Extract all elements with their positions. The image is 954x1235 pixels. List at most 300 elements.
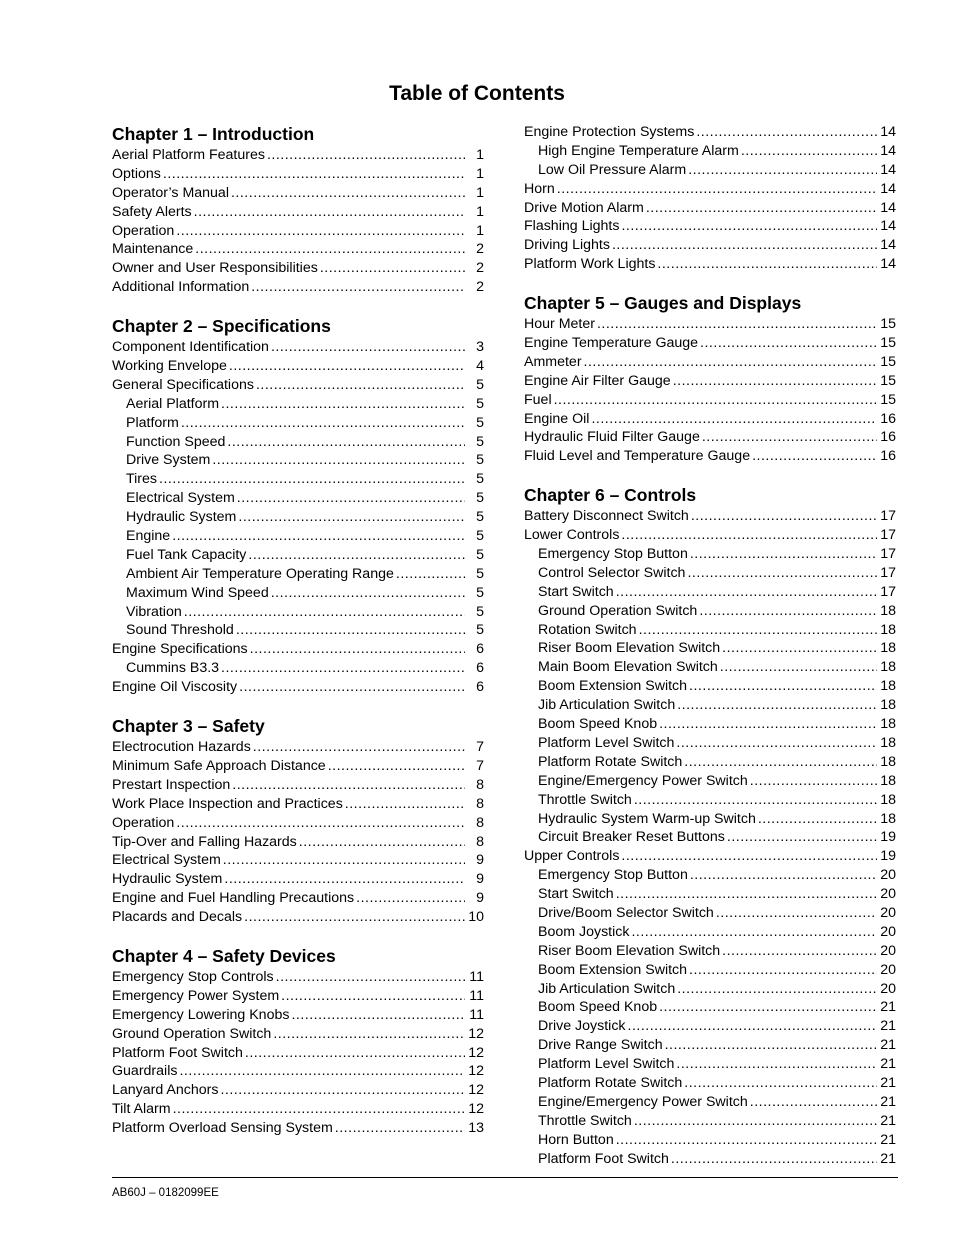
toc-page-number: 18	[880, 640, 896, 657]
dot-leader	[677, 696, 877, 715]
toc-entry[interactable]	[524, 847, 896, 866]
dot-leader	[320, 259, 465, 278]
toc-entry-label: Drive Joystick	[538, 1018, 626, 1035]
toc-entry-label: Engine Air Filter Gauge	[524, 372, 671, 389]
toc-subentry[interactable]	[112, 414, 484, 433]
toc-entry-label: Placards and Decals	[112, 909, 243, 926]
toc-page-number: 13	[468, 1120, 484, 1137]
toc-entry[interactable]	[112, 968, 484, 987]
toc-entry[interactable]	[524, 199, 896, 218]
dot-leader	[231, 184, 465, 203]
toc-entry[interactable]	[112, 795, 484, 814]
toc-page-number: 20	[880, 904, 896, 921]
toc-subentry[interactable]	[524, 810, 896, 829]
toc-page-number: 21	[880, 1150, 896, 1167]
chapter-heading[interactable]: Chapter 2 – Specifications	[112, 316, 331, 337]
toc-page-number: 5	[476, 395, 484, 412]
toc-page-number: 14	[880, 161, 896, 178]
chapter-heading[interactable]: Chapter 6 – Controls	[524, 485, 697, 506]
toc-subentry[interactable]	[524, 1074, 896, 1093]
toc-subentry[interactable]	[524, 1036, 896, 1055]
toc-chapter	[524, 123, 896, 274]
toc-subentry[interactable]	[524, 923, 896, 942]
toc-subentry[interactable]	[524, 772, 896, 791]
dot-leader	[591, 410, 877, 429]
dot-leader	[396, 565, 465, 584]
toc-entry-label: Platform	[126, 414, 179, 431]
toc-page-number: 5	[476, 471, 484, 488]
dot-leader	[223, 851, 465, 870]
toc-page-number: 11	[469, 987, 484, 1004]
toc-page-number: 3	[476, 339, 484, 356]
toc-entry[interactable]	[112, 376, 484, 395]
dot-leader	[688, 161, 877, 180]
toc-page-number: 4	[476, 358, 484, 375]
toc-entry-label: Engine	[126, 528, 171, 545]
toc-subentry[interactable]	[524, 961, 896, 980]
toc-subentry[interactable]	[524, 1112, 896, 1131]
toc-subentry[interactable]	[112, 603, 484, 622]
dot-leader	[634, 791, 877, 810]
toc-entry-label: Component Identification	[112, 339, 269, 356]
toc-entry-label: Boom Speed Knob	[538, 999, 658, 1016]
dot-leader	[621, 217, 877, 236]
toc-entry-label: Main Boom Elevation Switch	[538, 659, 718, 676]
dot-leader	[673, 372, 877, 391]
toc-entry-label: Upper Controls	[524, 848, 620, 865]
toc-entry-label: Ammeter	[524, 353, 582, 370]
toc-entry-label: Maximum Wind Speed	[126, 584, 269, 601]
toc-entry-label: Emergency Lowering Knobs	[112, 1006, 290, 1023]
toc-subentry[interactable]	[524, 1017, 896, 1036]
toc-entry[interactable]	[112, 338, 484, 357]
chapter-heading[interactable]: Chapter 4 – Safety Devices	[112, 945, 336, 966]
dot-leader	[238, 508, 465, 527]
toc-subentry[interactable]	[524, 564, 896, 583]
toc-subentry[interactable]	[524, 545, 896, 564]
dot-leader	[616, 885, 877, 904]
toc-entry-label: Operation	[112, 814, 175, 831]
toc-entry[interactable]	[524, 410, 896, 429]
toc-entry[interactable]	[112, 776, 484, 795]
dot-leader	[163, 165, 465, 184]
toc-entry-label: Guardrails	[112, 1063, 178, 1080]
toc-entry[interactable]	[112, 222, 484, 241]
toc-page-number: 12	[468, 1025, 484, 1042]
toc-page-number: 20	[880, 942, 896, 959]
toc-entry[interactable]	[524, 334, 896, 353]
dot-leader	[631, 923, 877, 942]
toc-chapter	[524, 484, 896, 1168]
toc-entry-label: Boom Joystick	[538, 923, 630, 940]
dot-leader	[639, 621, 877, 640]
toc-page-number: 6	[476, 641, 484, 658]
dot-leader	[659, 998, 877, 1017]
dot-leader	[271, 338, 465, 357]
page-title: Table of Contents	[389, 82, 565, 105]
toc-page-number: 6	[476, 660, 484, 677]
toc-page-number: 21	[880, 999, 896, 1016]
dot-leader	[229, 357, 465, 376]
toc-entry[interactable]	[524, 526, 896, 545]
dot-leader	[690, 545, 877, 564]
toc-subentry[interactable]	[524, 942, 896, 961]
toc-subentry[interactable]	[112, 508, 484, 527]
toc-entry[interactable]	[524, 255, 896, 274]
toc-entry[interactable]	[524, 123, 896, 142]
dot-leader	[750, 1093, 877, 1112]
toc-entry[interactable]	[112, 1044, 484, 1063]
toc-page-number: 21	[880, 1093, 896, 1110]
toc-chapter	[112, 123, 484, 297]
toc-page-number: 18	[880, 734, 896, 751]
toc-entry-label: Safety Alerts	[112, 203, 192, 220]
dot-leader	[741, 142, 877, 161]
footer-divider	[112, 1177, 898, 1178]
toc-subentry[interactable]	[524, 1150, 896, 1169]
toc-page-number: 17	[880, 546, 896, 563]
toc-subentry[interactable]	[524, 866, 896, 885]
toc-chapter	[112, 715, 484, 927]
toc-subentry[interactable]	[524, 1093, 896, 1112]
toc-subentry[interactable]	[112, 659, 484, 678]
toc-page-number: 21	[880, 1018, 896, 1035]
dot-leader	[634, 1112, 877, 1131]
toc-entry[interactable]	[112, 240, 484, 259]
dot-leader	[239, 678, 465, 697]
toc-entry[interactable]	[112, 814, 484, 833]
toc-page-number: 14	[880, 218, 896, 235]
toc-entry-label: Jib Articulation Switch	[538, 980, 676, 997]
toc-page-number: 18	[880, 621, 896, 638]
toc-entry-label: Hydraulic System	[126, 509, 237, 526]
toc-entry[interactable]	[524, 372, 896, 391]
toc-subentry[interactable]	[524, 1131, 896, 1150]
toc-entry[interactable]	[112, 1006, 484, 1025]
chapter-heading[interactable]: Chapter 1 – Introduction	[112, 124, 315, 144]
dot-leader	[221, 659, 465, 678]
toc-subentry[interactable]	[524, 583, 896, 602]
dot-leader	[345, 795, 465, 814]
toc-page-number: 21	[880, 1037, 896, 1054]
toc-page-number: 18	[880, 716, 896, 733]
toc-subentry[interactable]	[524, 753, 896, 772]
toc-subentry[interactable]	[524, 791, 896, 810]
toc-entry-label: Minimum Safe Approach Distance	[112, 757, 326, 774]
footer-document-id: AB60J – 0182099EE	[112, 1187, 219, 1199]
toc-page-number: 17	[880, 527, 896, 544]
dot-leader	[621, 526, 877, 545]
toc-entry[interactable]	[524, 507, 896, 526]
toc-page-number: 12	[468, 1082, 484, 1099]
toc-entry-label: Throttle Switch	[538, 1112, 632, 1129]
chapter-heading[interactable]: Chapter 3 – Safety	[112, 716, 265, 737]
toc-subentry[interactable]	[524, 885, 896, 904]
dot-leader	[752, 447, 877, 466]
toc-entry-label: Low Oil Pressure Alarm	[538, 161, 687, 178]
toc-entry-label: Engine Protection Systems	[524, 124, 695, 140]
toc-entry[interactable]	[524, 428, 896, 447]
toc-page-number: 5	[476, 622, 484, 639]
toc-page-number: 16	[880, 448, 896, 465]
toc-page-number: 8	[476, 833, 484, 850]
toc-entry[interactable]	[112, 165, 484, 184]
dot-leader	[584, 353, 877, 372]
toc-entry[interactable]	[112, 1119, 484, 1138]
toc-page-number: 5	[476, 490, 484, 507]
toc-entry-label: Emergency Power System	[112, 987, 280, 1004]
dot-leader	[273, 1025, 465, 1044]
toc-subentry[interactable]	[524, 621, 896, 640]
toc-page-number: 12	[468, 1101, 484, 1118]
dot-leader	[616, 583, 877, 602]
toc-entry-label: Platform Level Switch	[538, 734, 675, 751]
toc-entry[interactable]	[112, 757, 484, 776]
dot-leader	[244, 908, 465, 927]
dot-leader	[276, 968, 465, 987]
toc-entry[interactable]	[112, 203, 484, 222]
toc-subentry[interactable]	[112, 395, 484, 414]
toc-entry[interactable]	[112, 738, 484, 757]
toc-page-number: 14	[880, 256, 896, 273]
toc-subentry[interactable]	[524, 980, 896, 999]
toc-entry[interactable]	[524, 391, 896, 410]
dot-leader	[689, 961, 877, 980]
toc-entry-label: Engine Temperature Gauge	[524, 335, 699, 352]
toc-entry-label: Battery Disconnect Switch	[524, 508, 689, 525]
toc-entry[interactable]	[524, 180, 896, 199]
dot-leader	[194, 203, 465, 222]
toc-entry[interactable]	[112, 1100, 484, 1119]
toc-entry-label: Work Place Inspection and Practices	[112, 795, 343, 812]
toc-entry-label: Riser Boom Elevation Switch	[538, 640, 721, 657]
dot-leader	[684, 1074, 877, 1093]
toc-entry-label: Jib Articulation Switch	[538, 697, 676, 714]
toc-page-number: 2	[476, 241, 484, 258]
toc-entry[interactable]	[112, 870, 484, 889]
toc-left-column	[112, 123, 484, 1156]
toc-entry-label: Engine/Emergency Power Switch	[538, 1093, 748, 1110]
toc-page-number: 1	[476, 147, 484, 163]
dot-leader	[227, 433, 465, 452]
toc-entry[interactable]	[112, 184, 484, 203]
toc-entry[interactable]	[112, 640, 484, 659]
toc-page-number: 20	[880, 923, 896, 940]
toc-entry-label: Engine and Fuel Handling Precautions	[112, 890, 355, 907]
dot-leader	[646, 199, 877, 218]
toc-subentry[interactable]	[524, 161, 896, 180]
toc-entry[interactable]	[524, 315, 896, 334]
toc-entry-list	[112, 968, 484, 1138]
toc-entry-label: Options	[112, 165, 161, 182]
toc-subentry[interactable]	[524, 696, 896, 715]
toc-page-number: 18	[880, 810, 896, 827]
toc-entry-label: Throttle Switch	[538, 791, 632, 808]
dot-leader	[676, 734, 877, 753]
toc-subentry[interactable]	[112, 527, 484, 546]
toc-entry-label: Riser Boom Elevation Switch	[538, 942, 721, 959]
toc-page-number: 18	[880, 602, 896, 619]
toc-page-number: 20	[880, 980, 896, 997]
dot-leader	[689, 677, 877, 696]
toc-entry-label: Engine Oil Viscosity	[112, 679, 238, 696]
dot-leader	[722, 942, 877, 961]
dot-leader	[612, 236, 877, 255]
toc-chapter	[112, 945, 484, 1138]
dot-leader	[691, 507, 877, 526]
toc-entry[interactable]	[112, 889, 484, 908]
toc-page-number: 15	[880, 391, 896, 408]
toc-entry[interactable]	[112, 987, 484, 1006]
dot-leader	[758, 810, 877, 829]
toc-entry[interactable]	[112, 833, 484, 852]
dot-leader	[659, 715, 877, 734]
toc-entry-label: Hydraulic System	[112, 871, 223, 888]
toc-entry-label: Cummins B3.3	[126, 660, 220, 677]
toc-page-number: 5	[476, 584, 484, 601]
toc-entry-label: Circuit Breaker Reset Buttons	[538, 829, 725, 846]
toc-entry[interactable]	[112, 1081, 484, 1100]
toc-subentry[interactable]	[524, 658, 896, 677]
dot-leader	[159, 470, 465, 489]
toc-entry-label: Hydraulic System Warm-up Switch	[538, 810, 756, 827]
toc-subentry[interactable]	[112, 546, 484, 565]
toc-page-number: 18	[880, 772, 896, 789]
toc-page-number: 12	[468, 1044, 484, 1061]
toc-page-number: 20	[880, 961, 896, 978]
toc-entry[interactable]	[524, 447, 896, 466]
toc-subentry[interactable]	[524, 828, 896, 847]
toc-entry-label: Platform Rotate Switch	[538, 753, 683, 770]
toc-entry-label: Aerial Platform	[126, 395, 220, 412]
toc-subentry[interactable]	[112, 565, 484, 584]
toc-page-number: 8	[476, 795, 484, 812]
toc-page-number: 6	[476, 679, 484, 696]
toc-subentry[interactable]	[112, 470, 484, 489]
dot-leader	[677, 980, 877, 999]
toc-entry-label: Electrical System	[112, 852, 221, 869]
toc-subentry[interactable]	[524, 677, 896, 696]
toc-entry-label: Additional Information	[112, 279, 250, 296]
toc-subentry[interactable]	[524, 1055, 896, 1074]
toc-entry-label: Hydraulic Fluid Filter Gauge	[524, 429, 700, 446]
dot-leader	[232, 776, 465, 795]
toc-entry-list	[524, 507, 896, 1168]
toc-entry-label: Tip-Over and Falling Hazards	[112, 833, 297, 850]
toc-entry-label: Start Switch	[538, 886, 614, 903]
toc-page-number: 5	[476, 433, 484, 450]
toc-entry-label: Drive System	[126, 452, 211, 469]
toc-page-number: 21	[880, 1074, 896, 1091]
toc-page-number: 18	[880, 697, 896, 714]
toc-subentry[interactable]	[524, 998, 896, 1017]
toc-page-number: 21	[880, 1056, 896, 1073]
dot-leader	[195, 240, 465, 259]
toc-entry[interactable]	[524, 217, 896, 236]
toc-entry[interactable]	[112, 357, 484, 376]
toc-subentry[interactable]	[112, 621, 484, 640]
toc-entry-list	[524, 123, 896, 274]
toc-subentry[interactable]	[524, 715, 896, 734]
toc-page-number: 19	[880, 829, 896, 846]
dot-leader	[621, 847, 877, 866]
toc-subentry[interactable]	[524, 734, 896, 753]
toc-page-number: 15	[880, 353, 896, 370]
toc-page-number: 12	[468, 1063, 484, 1080]
toc-entry[interactable]	[112, 146, 484, 165]
toc-entry[interactable]	[524, 353, 896, 372]
toc-subentry[interactable]	[112, 433, 484, 452]
toc-subentry[interactable]	[112, 489, 484, 508]
dot-leader	[271, 584, 465, 603]
toc-entry[interactable]	[524, 236, 896, 255]
toc-entry[interactable]	[112, 851, 484, 870]
toc-page-number: 14	[880, 199, 896, 216]
dot-leader	[181, 414, 465, 433]
dot-leader	[700, 334, 877, 353]
toc-entry[interactable]	[112, 278, 484, 297]
toc-entry-label: Emergency Stop Button	[538, 546, 688, 563]
toc-page-number: 7	[476, 739, 484, 756]
toc-entry-label: Vibration	[126, 603, 182, 620]
toc-page-number: 17	[880, 508, 896, 525]
toc-subentry[interactable]	[112, 451, 484, 470]
toc-subentry[interactable]	[524, 639, 896, 658]
toc-entry-label: Operator’s Manual	[112, 184, 229, 201]
toc-entry-label: Start Switch	[538, 583, 614, 600]
dot-leader	[172, 527, 465, 546]
dot-leader	[671, 1150, 877, 1169]
toc-entry[interactable]	[112, 678, 484, 697]
toc-entry[interactable]	[112, 908, 484, 927]
toc-entry-label: Control Selector Switch	[538, 564, 686, 581]
toc-page-number: 15	[880, 316, 896, 333]
toc-entry-label: Platform Work Lights	[524, 256, 656, 273]
dot-leader	[212, 451, 465, 470]
toc-page-number: 5	[476, 565, 484, 582]
dot-leader	[267, 146, 465, 165]
chapter-heading[interactable]: Chapter 5 – Gauges and Displays	[524, 293, 802, 314]
toc-entry[interactable]	[112, 1062, 484, 1081]
toc-entry-label: Platform Level Switch	[538, 1056, 675, 1073]
toc-page-number: 11	[469, 968, 484, 985]
toc-entry[interactable]	[112, 259, 484, 278]
toc-entry-label: Drive Range Switch	[538, 1037, 663, 1054]
toc-entry-label: Ground Operation Switch	[538, 602, 698, 619]
toc-entry[interactable]	[112, 1025, 484, 1044]
toc-entry-label: Boom Extension Switch	[538, 678, 688, 695]
toc-subentry[interactable]	[524, 142, 896, 161]
toc-entry-label: Platform Foot Switch	[538, 1150, 669, 1167]
toc-subentry[interactable]	[524, 904, 896, 923]
dot-leader	[557, 180, 877, 199]
toc-entry-label: Ambient Air Temperature Operating Range	[126, 565, 394, 582]
toc-page-number: 10	[468, 909, 484, 926]
toc-chapter	[524, 292, 896, 466]
dot-leader	[554, 391, 877, 410]
toc-entry-label: Flashing Lights	[524, 218, 620, 235]
toc-entry-label: Boom Speed Knob	[538, 716, 658, 733]
toc-page-number: 8	[476, 776, 484, 793]
toc-page-number: 1	[476, 222, 484, 239]
dot-leader	[251, 278, 465, 297]
toc-chapter	[112, 315, 484, 697]
toc-page-number: 1	[476, 165, 484, 182]
toc-subentry[interactable]	[112, 584, 484, 603]
toc-entry-label: Hour Meter	[524, 316, 595, 333]
toc-subentry[interactable]	[524, 602, 896, 621]
dot-leader	[665, 1036, 877, 1055]
